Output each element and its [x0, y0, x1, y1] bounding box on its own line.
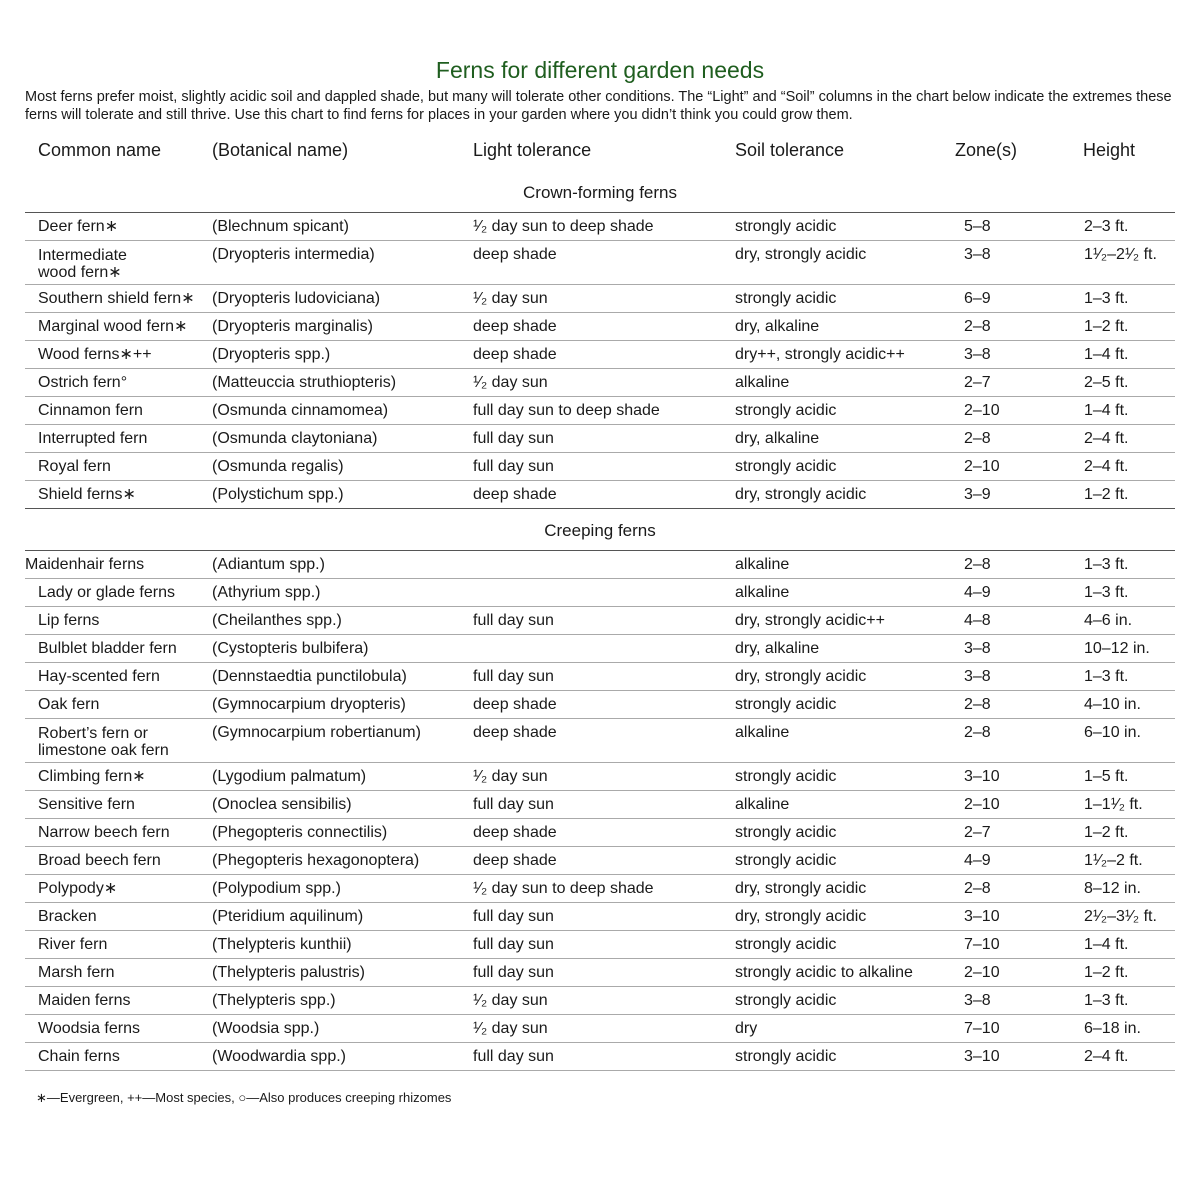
- cell-zones: 4–9: [964, 584, 991, 601]
- row-divider: [25, 240, 1175, 241]
- cell-botanical-name: (Osmunda regalis): [212, 458, 344, 475]
- cell-zones: 3–8: [964, 246, 991, 263]
- cell-height: 1–3 ft.: [1084, 290, 1129, 307]
- cell-zones: 2–10: [964, 402, 1000, 419]
- cell-botanical-name: (Gymnocarpium robertianum): [212, 724, 421, 741]
- cell-light-tolerance: deep shade: [473, 346, 557, 363]
- cell-common-name: Maiden ferns: [38, 992, 131, 1009]
- cell-botanical-name: (Dennstaedtia punctilobula): [212, 668, 407, 685]
- cell-soil-tolerance: dry, alkaline: [735, 640, 820, 657]
- row-divider: [25, 986, 1175, 987]
- row-divider: [25, 874, 1175, 875]
- cell-light-tolerance: deep shade: [473, 486, 557, 503]
- cell-zones: 2–8: [964, 724, 991, 741]
- cell-zones: 2–10: [964, 796, 1000, 813]
- cell-height: 1–3 ft.: [1084, 668, 1129, 685]
- cell-common-name: Climbing fern∗: [38, 768, 146, 785]
- cell-height: 6–18 in.: [1084, 1020, 1141, 1037]
- cell-zones: 3–8: [964, 668, 991, 685]
- intro-paragraph: Most ferns prefer moist, slightly acidic soil and dappled shade, but many will tolerate other conditions. The “Light” and “Soil” columns in the chart below indicate the extremes these ferns will tolerate and still thrive. Use this chart to find ferns for places in your garden where you didn’t think you could grow them.: [25, 89, 1172, 123]
- cell-common-name: Intermediate wood fern∗: [38, 247, 127, 281]
- cell-common-name: Lady or glade ferns: [38, 584, 175, 601]
- section-title: Creeping ferns: [544, 521, 656, 540]
- row-divider: [25, 690, 1175, 691]
- cell-botanical-name: (Blechnum spicant): [212, 218, 349, 235]
- cell-botanical-name: (Dryopteris spp.): [212, 346, 331, 363]
- cell-common-name: Southern shield fern∗: [38, 290, 195, 307]
- cell-botanical-name: (Dryopteris ludoviciana): [212, 290, 381, 307]
- cell-light-tolerance: deep shade: [473, 724, 557, 741]
- cell-zones: 2–8: [964, 696, 991, 713]
- cell-zones: 3–8: [964, 346, 991, 363]
- row-divider: [25, 930, 1175, 931]
- cell-botanical-name: (Thelypteris spp.): [212, 992, 336, 1009]
- page-title: Ferns for different garden needs: [435, 57, 765, 83]
- cell-soil-tolerance: dry, strongly acidic: [735, 908, 867, 925]
- cell-soil-tolerance: strongly acidic: [735, 1048, 837, 1065]
- cell-height: 8–12 in.: [1084, 880, 1141, 897]
- cell-soil-tolerance: alkaline: [735, 584, 790, 601]
- header-botanical-name: (Botanical name): [212, 140, 349, 160]
- cell-height: 1–3 ft.: [1084, 556, 1129, 573]
- cell-zones: 2–8: [964, 556, 991, 573]
- header-zones: Zone(s): [955, 140, 1018, 160]
- cell-light-tolerance: full day sun: [473, 458, 554, 475]
- row-divider: [25, 662, 1175, 663]
- cell-soil-tolerance: dry: [735, 1020, 758, 1037]
- cell-light-tolerance: full day sun: [473, 430, 554, 447]
- cell-height: 1–4 ft.: [1084, 346, 1129, 363]
- cell-botanical-name: (Cystopteris bulbifera): [212, 640, 369, 657]
- cell-height: 1¹⁄₂–2 ft.: [1084, 852, 1143, 869]
- row-divider: [25, 846, 1175, 847]
- cell-soil-tolerance: strongly acidic: [735, 824, 837, 841]
- cell-zones: 2–7: [964, 374, 991, 391]
- cell-light-tolerance: ¹⁄₂ day sun: [473, 992, 548, 1009]
- cell-light-tolerance: full day sun: [473, 796, 554, 813]
- cell-botanical-name: (Pteridium aquilinum): [212, 908, 364, 925]
- cell-soil-tolerance: alkaline: [735, 724, 790, 741]
- cell-soil-tolerance: strongly acidic: [735, 852, 837, 869]
- cell-soil-tolerance: strongly acidic: [735, 290, 837, 307]
- cell-light-tolerance: deep shade: [473, 318, 557, 335]
- row-divider: [25, 480, 1175, 481]
- cell-zones: 6–9: [964, 290, 991, 307]
- row-divider: [25, 1014, 1175, 1015]
- row-divider: [25, 368, 1175, 369]
- cell-botanical-name: (Onoclea sensibilis): [212, 796, 352, 813]
- row-divider: [25, 340, 1175, 341]
- header-soil: Soil tolerance: [735, 140, 845, 160]
- cell-light-tolerance: ¹⁄₂ day sun: [473, 290, 548, 307]
- cell-common-name: Narrow beech fern: [38, 824, 170, 841]
- cell-common-name: Cinnamon fern: [38, 402, 143, 419]
- cell-light-tolerance: full day sun: [473, 908, 554, 925]
- cell-common-name: River fern: [38, 936, 108, 953]
- cell-zones: 3–10: [964, 908, 1000, 925]
- cell-botanical-name: (Woodwardia spp.): [212, 1048, 346, 1065]
- cell-height: 2¹⁄₂–3¹⁄₂ ft.: [1084, 908, 1157, 925]
- cell-common-name: Bracken: [38, 908, 97, 925]
- cell-height: 2–5 ft.: [1084, 374, 1129, 391]
- cell-soil-tolerance: strongly acidic: [735, 696, 837, 713]
- cell-common-name: Bulblet bladder fern: [38, 640, 177, 657]
- cell-light-tolerance: deep shade: [473, 824, 557, 841]
- cell-height: 2–4 ft.: [1084, 1048, 1129, 1065]
- cell-common-name: Oak fern: [38, 696, 100, 713]
- cell-common-name: Hay-scented fern: [38, 668, 160, 685]
- cell-height: 2–4 ft.: [1084, 430, 1129, 447]
- cell-common-name: Deer fern∗: [38, 218, 119, 235]
- cell-common-name: Broad beech fern: [38, 852, 161, 869]
- cell-soil-tolerance: strongly acidic: [735, 402, 837, 419]
- cell-height: 6–10 in.: [1084, 724, 1141, 741]
- cell-light-tolerance: deep shade: [473, 246, 557, 263]
- cell-light-tolerance: ¹⁄₂ day sun: [473, 768, 548, 785]
- row-divider: [25, 578, 1175, 579]
- row-divider: [25, 634, 1175, 635]
- cell-height: 1¹⁄₂–2¹⁄₂ ft.: [1084, 246, 1157, 263]
- cell-botanical-name: (Osmunda claytoniana): [212, 430, 378, 447]
- cell-botanical-name: (Cheilanthes spp.): [212, 612, 342, 629]
- cell-botanical-name: (Phegopteris hexagonoptera): [212, 852, 420, 869]
- cell-zones: 2–8: [964, 430, 991, 447]
- cell-zones: 3–10: [964, 768, 1000, 785]
- cell-botanical-name: (Thelypteris kunthii): [212, 936, 352, 953]
- header-common-name: Common name: [38, 140, 162, 160]
- cell-common-name: Ostrich fern°: [38, 374, 128, 391]
- cell-common-name: Shield ferns∗: [38, 486, 136, 503]
- cell-height: 1–3 ft.: [1084, 584, 1129, 601]
- row-divider: [25, 424, 1175, 425]
- header-height: Height: [1083, 140, 1136, 160]
- cell-zones: 3–8: [964, 640, 991, 657]
- cell-soil-tolerance: dry, strongly acidic++: [735, 612, 885, 629]
- cell-soil-tolerance: dry, strongly acidic: [735, 880, 867, 897]
- row-divider: [25, 1070, 1175, 1071]
- row-divider: [25, 902, 1175, 903]
- cell-common-name: Lip ferns: [38, 612, 100, 629]
- row-divider: [25, 396, 1175, 397]
- cell-common-name: Marginal wood fern∗: [38, 318, 188, 335]
- cell-common-name: Polypody∗: [38, 880, 118, 897]
- cell-height: 1–2 ft.: [1084, 486, 1129, 503]
- cell-light-tolerance: deep shade: [473, 852, 557, 869]
- row-divider: [25, 452, 1175, 453]
- cell-light-tolerance: ¹⁄₂ day sun to deep shade: [473, 218, 654, 235]
- cell-common-name: Sensitive fern: [38, 796, 135, 813]
- cell-height: 1–2 ft.: [1084, 318, 1129, 335]
- cell-soil-tolerance: alkaline: [735, 796, 790, 813]
- cell-light-tolerance: deep shade: [473, 696, 557, 713]
- row-divider: [25, 818, 1175, 819]
- cell-height: 1–2 ft.: [1084, 964, 1129, 981]
- cell-zones: 2–10: [964, 964, 1000, 981]
- cell-common-name: Robert’s fern or limestone oak fern: [38, 725, 169, 759]
- cell-zones: 4–8: [964, 612, 991, 629]
- row-divider: [25, 606, 1175, 607]
- cell-light-tolerance: full day sun: [473, 668, 554, 685]
- cell-botanical-name: (Adiantum spp.): [212, 556, 325, 573]
- section-rule: [25, 212, 1175, 213]
- cell-soil-tolerance: dry, strongly acidic: [735, 668, 867, 685]
- cell-botanical-name: (Osmunda cinnamomea): [212, 402, 389, 419]
- cell-height: 1–5 ft.: [1084, 768, 1129, 785]
- cell-botanical-name: (Dryopteris marginalis): [212, 318, 373, 335]
- cell-botanical-name: (Athyrium spp.): [212, 584, 321, 601]
- cell-light-tolerance: full day sun: [473, 612, 554, 629]
- cell-zones: 2–8: [964, 318, 991, 335]
- header-light: Light tolerance: [473, 140, 592, 160]
- cell-common-name: Royal fern: [38, 458, 111, 475]
- cell-height: 1–1¹⁄₂ ft.: [1084, 796, 1143, 813]
- cell-soil-tolerance: dry, alkaline: [735, 430, 820, 447]
- cell-light-tolerance: ¹⁄₂ day sun to deep shade: [473, 880, 654, 897]
- cell-height: 1–3 ft.: [1084, 992, 1129, 1009]
- section-rule: [25, 550, 1175, 551]
- cell-common-name: Interrupted fern: [38, 430, 148, 447]
- cell-soil-tolerance: strongly acidic to alkaline: [735, 964, 913, 981]
- cell-botanical-name: (Matteuccia struthiopteris): [212, 374, 397, 391]
- cell-zones: 7–10: [964, 1020, 1000, 1037]
- cell-soil-tolerance: dry, alkaline: [735, 318, 820, 335]
- legend: ∗—Evergreen, ++—Most species, ○—Also produces creeping rhizomes: [36, 1090, 452, 1105]
- cell-light-tolerance: full day sun to deep shade: [473, 402, 660, 419]
- cell-light-tolerance: ¹⁄₂ day sun: [473, 374, 548, 391]
- cell-common-name: Marsh fern: [38, 964, 115, 981]
- cell-soil-tolerance: alkaline: [735, 374, 790, 391]
- cell-soil-tolerance: strongly acidic: [735, 936, 837, 953]
- cell-botanical-name: (Polystichum spp.): [212, 486, 344, 503]
- cell-light-tolerance: full day sun: [473, 964, 554, 981]
- cell-height: 4–10 in.: [1084, 696, 1141, 713]
- cell-botanical-name: (Phegopteris connectilis): [212, 824, 388, 841]
- cell-common-name: Maidenhair ferns: [25, 556, 145, 573]
- cell-light-tolerance: ¹⁄₂ day sun: [473, 1020, 548, 1037]
- row-divider: [25, 718, 1175, 719]
- cell-height: 1–4 ft.: [1084, 402, 1129, 419]
- cell-zones: 3–10: [964, 1048, 1000, 1065]
- cell-soil-tolerance: strongly acidic: [735, 992, 837, 1009]
- cell-zones: 3–8: [964, 992, 991, 1009]
- cell-soil-tolerance: strongly acidic: [735, 218, 837, 235]
- cell-common-name: Wood ferns∗++: [38, 346, 152, 363]
- row-divider: [25, 762, 1175, 763]
- cell-soil-tolerance: dry, strongly acidic: [735, 246, 867, 263]
- cell-botanical-name: (Thelypteris palustris): [212, 964, 365, 981]
- row-divider: [25, 508, 1175, 509]
- cell-botanical-name: (Dryopteris intermedia): [212, 246, 375, 263]
- row-divider: [25, 958, 1175, 959]
- cell-zones: 7–10: [964, 936, 1000, 953]
- cell-common-name: Chain ferns: [38, 1048, 120, 1065]
- cell-soil-tolerance: dry, strongly acidic: [735, 486, 867, 503]
- cell-soil-tolerance: strongly acidic: [735, 458, 837, 475]
- cell-height: 4–6 in.: [1084, 612, 1133, 629]
- cell-height: 2–3 ft.: [1084, 218, 1129, 235]
- cell-soil-tolerance: alkaline: [735, 556, 790, 573]
- cell-common-name: Woodsia ferns: [38, 1020, 140, 1037]
- cell-height: 1–2 ft.: [1084, 824, 1129, 841]
- cell-botanical-name: (Lygodium palmatum): [212, 768, 367, 785]
- cell-zones: 2–10: [964, 458, 1000, 475]
- cell-soil-tolerance: strongly acidic: [735, 768, 837, 785]
- cell-zones: 5–8: [964, 218, 991, 235]
- row-divider: [25, 790, 1175, 791]
- section-title: Crown-forming ferns: [523, 183, 677, 202]
- cell-light-tolerance: full day sun: [473, 1048, 554, 1065]
- row-divider: [25, 1042, 1175, 1043]
- cell-height: 2–4 ft.: [1084, 458, 1129, 475]
- row-divider: [25, 312, 1175, 313]
- cell-zones: 2–8: [964, 880, 991, 897]
- cell-zones: 3–9: [964, 486, 991, 503]
- cell-soil-tolerance: dry++, strongly acidic++: [735, 346, 905, 363]
- cell-zones: 4–9: [964, 852, 991, 869]
- cell-height: 10–12 in.: [1084, 640, 1150, 657]
- row-divider: [25, 284, 1175, 285]
- cell-zones: 2–7: [964, 824, 991, 841]
- cell-botanical-name: (Woodsia spp.): [212, 1020, 320, 1037]
- cell-light-tolerance: full day sun: [473, 936, 554, 953]
- cell-height: 1–4 ft.: [1084, 936, 1129, 953]
- cell-botanical-name: (Gymnocarpium dryopteris): [212, 696, 406, 713]
- cell-botanical-name: (Polypodium spp.): [212, 880, 341, 897]
